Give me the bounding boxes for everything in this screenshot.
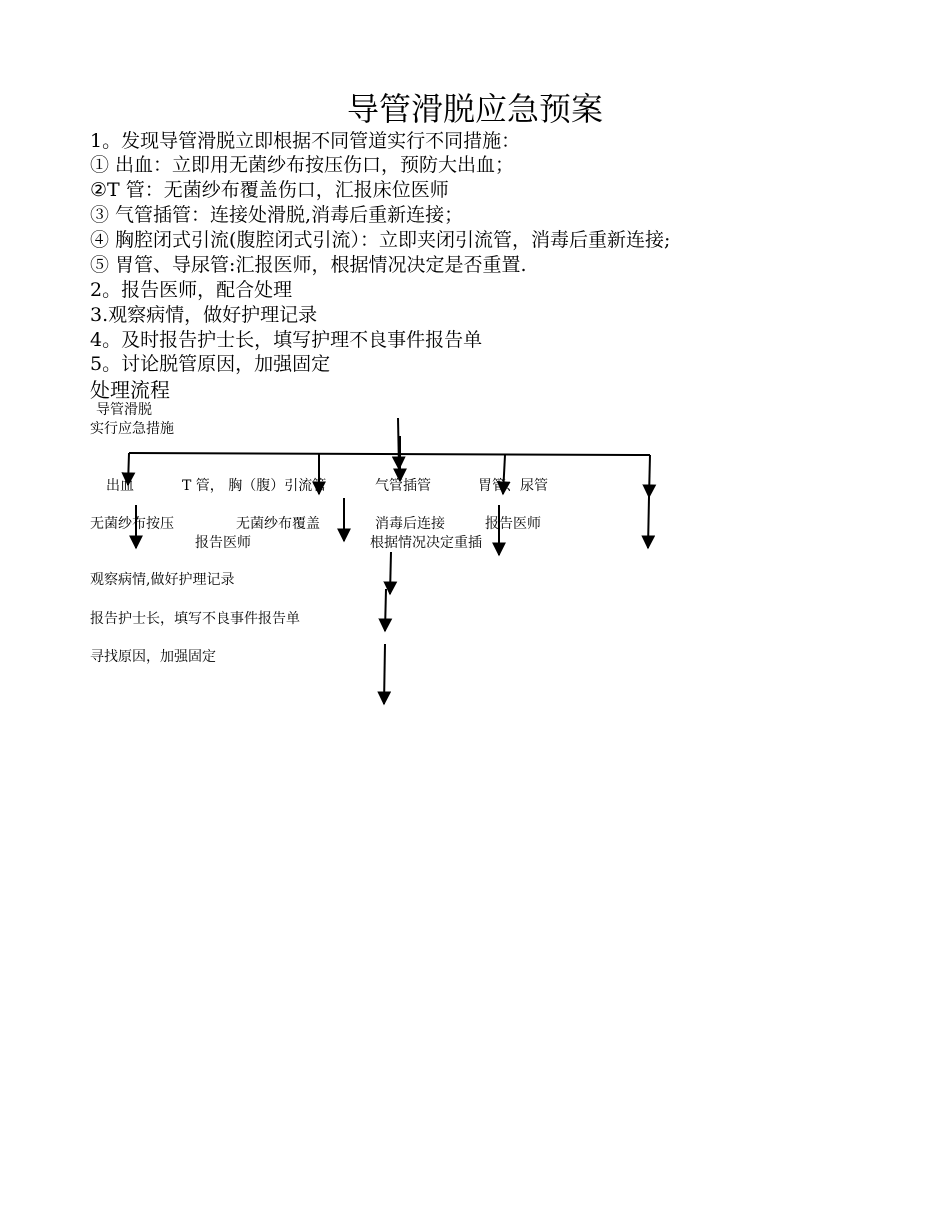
arrow-to-find-cause bbox=[384, 644, 385, 704]
step-1-gastric-urinary: ⑤ 胃管、导尿管:汇报医师，根据情况决定是否重置. bbox=[90, 254, 527, 276]
flow-node-bleeding: 出血 bbox=[106, 478, 134, 494]
step-1-airway: ③ 气管插管：连接处滑脱,消毒后重新连接； bbox=[90, 204, 464, 226]
flow-node-press: 无菌纱布按压 bbox=[90, 516, 174, 532]
flow-node-report-doctor-2: 报告医师 bbox=[485, 516, 541, 532]
step-3: 3.观察病情，做好护理记录 bbox=[90, 304, 318, 326]
step-1-t-tube: ②T 管：无菌纱布覆盖伤口，汇报床位医师 bbox=[90, 179, 449, 201]
flow-node-start: 导管滑脱 bbox=[96, 402, 152, 418]
flow-node-reconnect: 消毒后连接 bbox=[375, 516, 445, 532]
arrow-to-gastric bbox=[503, 455, 505, 494]
step-1-bleeding: ① 出血：立即用无菌纱布按压伤口，预防大出血； bbox=[90, 154, 515, 176]
document-title: 导管滑脱应急预案 bbox=[346, 90, 603, 128]
arrow-extra-action bbox=[648, 497, 649, 548]
flow-node-report-head-nurse: 报告护士长，填写不良事件报告单 bbox=[90, 611, 300, 627]
flow-node-emergency: 实行应急措施 bbox=[90, 421, 174, 437]
step-5: 5。讨论脱管原因，加强固定 bbox=[90, 353, 331, 375]
flow-node-decide-reinsert: 根据情况决定重插 bbox=[370, 535, 482, 551]
step-2: 2。报告医师，配合处理 bbox=[90, 279, 293, 301]
flowchart-title: 处理流程 bbox=[90, 378, 170, 402]
flow-node-report-doctor: 报告医师 bbox=[195, 535, 251, 551]
branch-bar bbox=[129, 453, 650, 455]
flow-node-find-cause: 寻找原因，加强固定 bbox=[90, 649, 216, 665]
arrow-to-observe bbox=[390, 552, 391, 594]
arrow-start-down bbox=[398, 418, 399, 469]
flow-node-observe: 观察病情,做好护理记录 bbox=[90, 572, 235, 588]
flow-node-gastric: 胃管、尿管 bbox=[478, 478, 548, 494]
arrow-to-bleeding bbox=[128, 453, 129, 485]
flow-node-t-tube: T 管， 胸（腹）引流管 bbox=[182, 478, 327, 494]
step-1: 1。发现导管滑脱立即根据不同管道实行不同措施： bbox=[90, 130, 521, 152]
flow-node-cover: 无菌纱布覆盖 bbox=[236, 516, 320, 532]
step-4: 4。及时报告护士长，填写护理不良事件报告单 bbox=[90, 329, 483, 351]
flow-node-airway: 气管插管 bbox=[375, 478, 431, 494]
step-1-chest-drain: ④ 胸腔闭式引流(腹腔闭式引流）：立即夹闭引流管，消毒后重新连接; bbox=[90, 229, 671, 251]
arrow-to-report-head-nurse bbox=[385, 589, 386, 631]
arrow-to-extra bbox=[649, 455, 650, 497]
